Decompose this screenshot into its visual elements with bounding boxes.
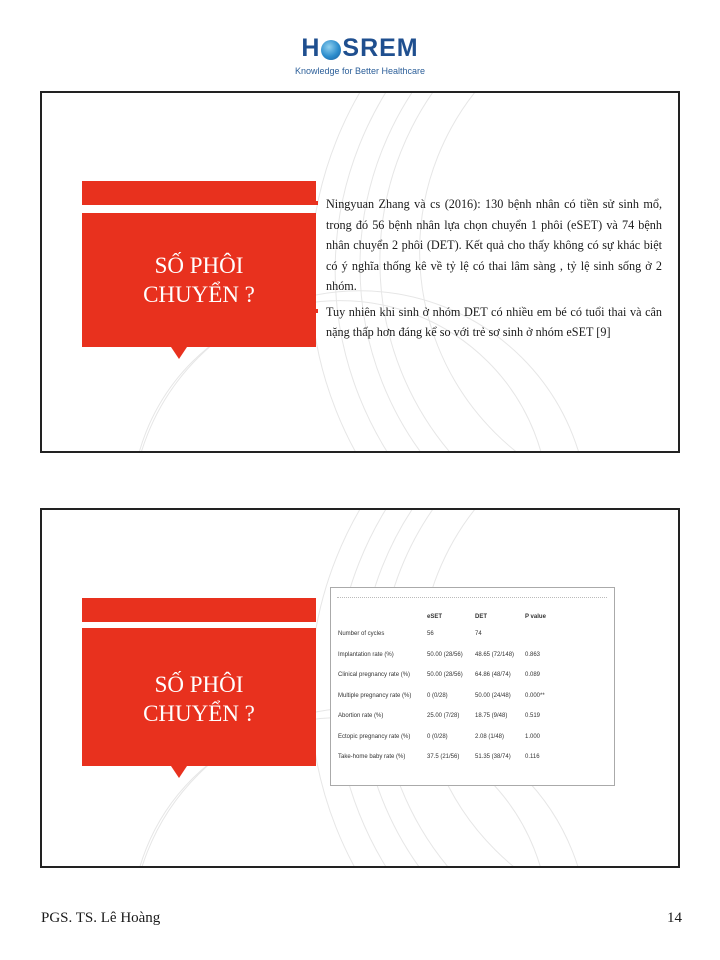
table-cell: Abortion rate (%): [338, 713, 384, 720]
slide-1: [40, 91, 680, 453]
table-cell: 0 (0/28): [427, 692, 448, 699]
table-header-row: [338, 610, 565, 624]
table-cell: 1.000: [525, 733, 541, 740]
table-row: [338, 686, 565, 707]
table-cell: Number of cycles: [338, 631, 385, 638]
table-cell: 0.116: [525, 754, 540, 761]
table-row: [338, 645, 565, 666]
slide-2: [40, 508, 680, 868]
logo-suffix: SREM: [342, 34, 419, 62]
table-cell: [525, 624, 565, 645]
page-number: 14: [667, 910, 682, 926]
slide-title-line2: CHUYỂN ?: [143, 701, 255, 726]
table-cell: 37.5 (21/56): [427, 754, 460, 761]
table-cell: 0 (0/28): [427, 733, 448, 740]
title-accent-stripe: [82, 181, 316, 205]
table-caption-line: [337, 597, 607, 598]
bullet-item: Ningyuan Zhang và cs (2016): 130 bệnh nhân có tiền sử sinh mổ, trong đó 56 bệnh nhân lựa chọn chuyển 1 phôi (eSET) và 74 bệnh nhân chuyển 2 phôi (DET). Kết quả cho thấy không có sự khác biệt có ý nghĩa thống kê về tỷ lệ có thai lâm sàng , tỷ lệ sinh sống ở 2 nhóm.: [316, 194, 662, 297]
table-cell: 56: [427, 631, 434, 638]
table-header-cell: DET: [475, 614, 487, 620]
table-cell: 48.65 (72/148): [475, 651, 515, 658]
hosrem-logo: [0, 34, 720, 76]
table-row: [338, 665, 565, 686]
table-row: [338, 706, 565, 727]
slide-title-line1: SỐ PHÔI: [154, 672, 244, 697]
table-cell: 50.00 (28/56): [427, 672, 463, 679]
table-cell: 0.000**: [525, 692, 545, 699]
results-table: [338, 610, 565, 768]
slide-title: [82, 251, 316, 309]
table-cell: Ectopic pregnancy rate (%): [338, 733, 411, 740]
table-row: [338, 747, 565, 768]
slide-title-box: [82, 628, 316, 766]
table-cell: 50.00 (24/48): [475, 692, 511, 699]
table-cell: 50.00 (28/56): [427, 651, 463, 658]
table-cell: 0.519: [525, 713, 541, 720]
table-cell: Implantation rate (%): [338, 651, 394, 658]
logo-prefix: H: [301, 34, 321, 62]
table-header-cell: [338, 610, 427, 624]
table-cell: 18.75 (9/48): [475, 713, 508, 720]
bullet-item: Tuy nhiên khi sinh ở nhóm DET có nhiều em bé có tuổi thai và cân nặng thấp hơn đáng kể so với trẻ sơ sinh ở nhóm eSET [9]: [316, 302, 662, 343]
logo-wordmark: [301, 34, 418, 63]
slide-title-line1: SỐ PHÔI: [154, 253, 244, 278]
logo-tagline: Knowledge for Better Healthcare: [294, 66, 426, 76]
table-cell: 0.089: [525, 672, 541, 679]
slide-title-box: [82, 213, 316, 347]
table-cell: 2.08 (1/48): [475, 733, 505, 740]
globe-icon: [321, 40, 341, 60]
table-cell: 74: [475, 631, 482, 638]
table-cell: Clinical pregnancy rate (%): [338, 672, 411, 679]
slide-title-line2: CHUYỂN ?: [143, 282, 255, 307]
footer-author: PGS. TS. Lê Hoàng: [41, 910, 161, 926]
title-pointer: [171, 347, 187, 359]
table-row: [338, 624, 565, 645]
table-cell: 0.863: [525, 651, 541, 658]
results-table-image: [330, 587, 615, 786]
bullet-list: [316, 194, 662, 348]
table-cell: 64.86 (48/74): [475, 672, 511, 679]
title-accent-stripe: [82, 598, 316, 622]
table-row: [338, 727, 565, 748]
table-cell: 25.00 (7/28): [427, 713, 460, 720]
slide-title: [82, 670, 316, 728]
table-cell: Multiple pregnancy rate (%): [338, 692, 412, 699]
table-cell: Take-home baby rate (%): [338, 754, 406, 761]
table-header-cell: eSET: [427, 614, 443, 620]
title-pointer: [171, 766, 187, 778]
table-cell: 51.35 (38/74): [475, 754, 511, 761]
table-header-cell: P value: [525, 614, 546, 620]
